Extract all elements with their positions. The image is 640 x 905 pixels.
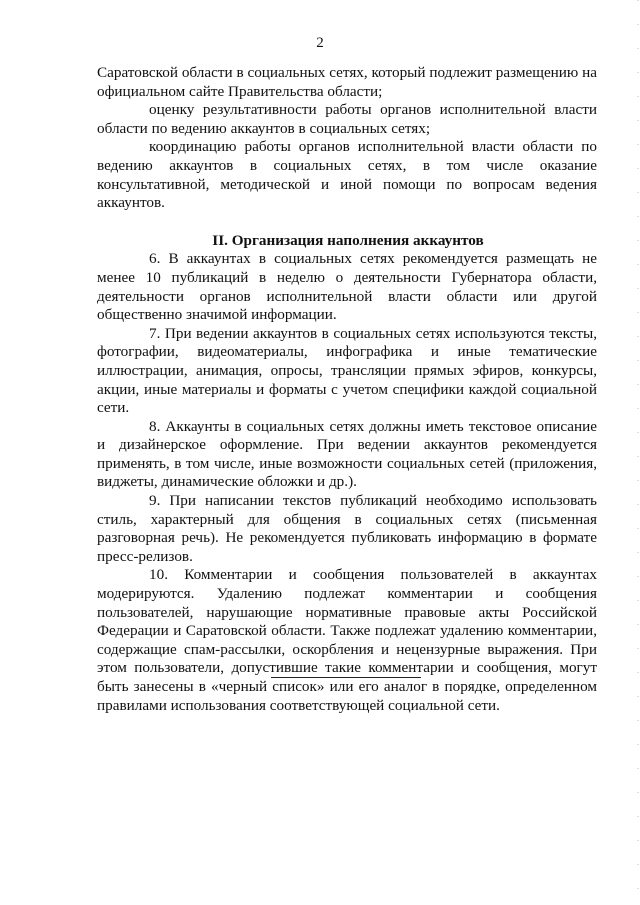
paragraph-6: 6. В аккаунтах в социальных сетях рекомендуется размещать не менее 10 публикаций в неделю о деятельности Губернатора области, деятельности органов исполнительной власти области или другой общественно значимой информации. — [97, 250, 597, 324]
paragraph-evaluation: оценку результативности работы органов исполнительной власти области по ведению аккаунтов в социальных сетях; — [97, 101, 597, 137]
page-number: 2 — [316, 35, 324, 51]
document-body — [97, 64, 597, 715]
scan-edge-marks — [637, 0, 639, 905]
section-title: II. Организация наполнения аккаунтов — [212, 231, 484, 249]
paragraph-7: 7. При ведении аккаунтов в социальных сетях используются тексты, фотографии, видеоматериалы, инфографика и иные тематические иллюстрации, анимация, опросы, трансляции прямых эфиров, конкурсы, акции, иные материалы и форматы с учетом специфики каждой социальной сети. — [97, 324, 597, 417]
paragraph-10: 10. Комментарии и сообщения пользователей в аккаунтах модерируются. Удалению подлежат комментарии и сообщения пользователей, нарушающие нормативные правовые акты Российской Федерации и Саратовской области. Также подлежат удалению комментарии, содержащие спам-рассылки, оскорбления и нецензурные выражения. При этом пользователи, допустившие такие комментарии и сообщения, могут быть занесены в «черный список» или его аналог в порядке, определенном правилами использования соответствующей социальной сети. — [97, 566, 597, 714]
paragraph-9: 9. При написании текстов публикаций необходимо использовать стиль, характерный для общения в социальных сетях (письменная разговорная речь). Не рекомендуется публиковать информацию в формате пресс-релизов. — [97, 492, 597, 565]
paragraph-coordination: координацию работы органов исполнительной власти области по ведению аккаунтов в социальных сетях, в том числе оказание консультативной, методической и иной помощи по вопросам ведения аккаунтов. — [97, 138, 597, 212]
paragraph-continuation: Саратовской области в социальных сетях, который подлежит размещению на официальном сайте Правительства области; — [97, 64, 597, 100]
paragraph-8: 8. Аккаунты в социальных сетях должны иметь текстовое описание и дизайнерское оформление. При ведении аккаунтов рекомендуется применять, в том числе, иные возможности социальных сетей (приложения, виджеты, динамические обложки и др.). — [97, 417, 597, 491]
end-separator-line — [271, 677, 421, 678]
